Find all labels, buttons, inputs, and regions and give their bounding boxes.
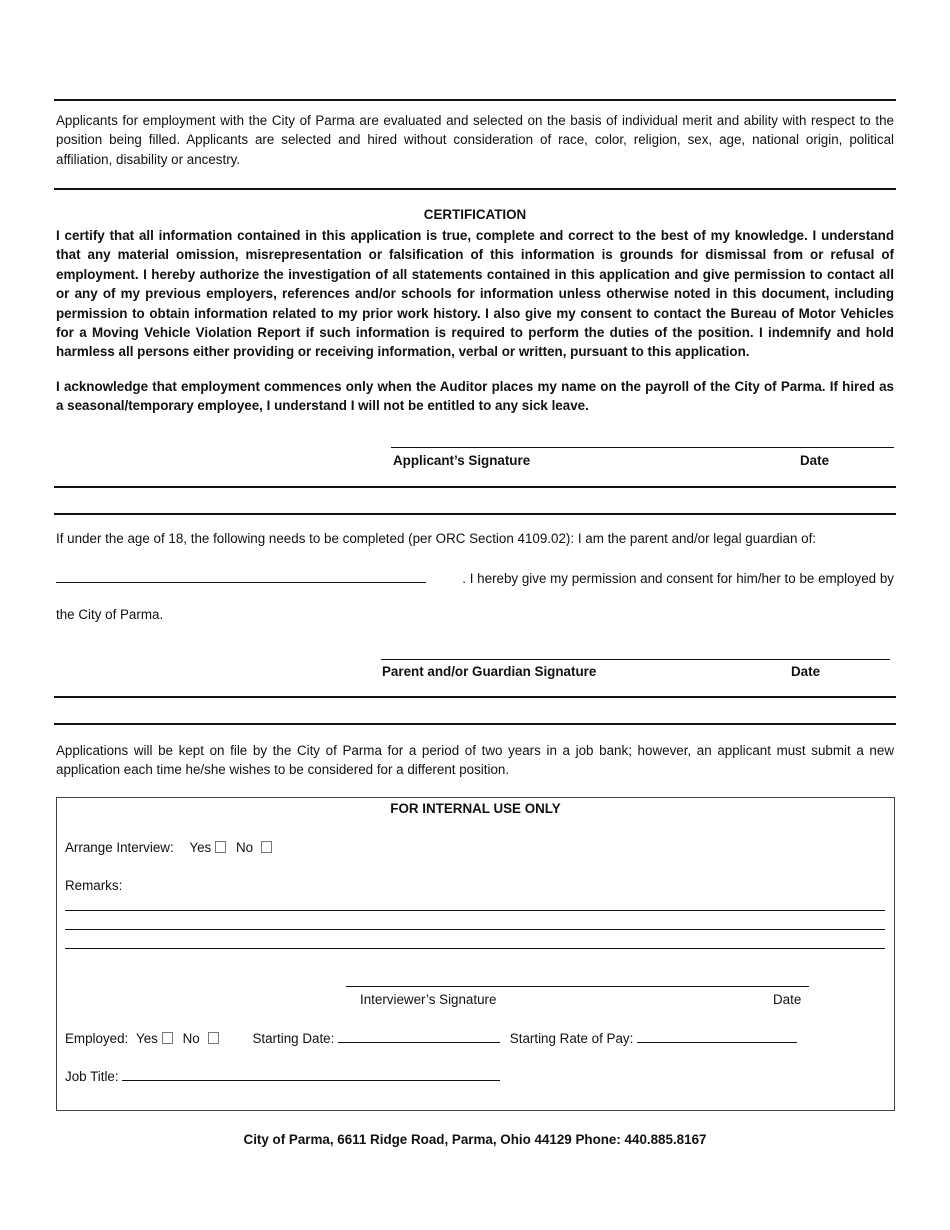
remarks-label: Remarks:: [65, 878, 123, 893]
employed-yes-checkbox[interactable]: [162, 1032, 173, 1044]
yes-label: Yes: [136, 1031, 158, 1046]
retention-notice: Applications will be kept on file by the City of Parma for a period of two years in a job bank; however, an applicant must submit a new application each time he/she wishes to be considered for a different position.: [56, 743, 894, 778]
certification-title: CERTIFICATION: [423, 207, 527, 222]
starting-date-label: Starting Date:: [252, 1031, 335, 1046]
arrange-interview-label: Arrange Interview:: [65, 840, 174, 855]
minor-name-field[interactable]: [56, 569, 426, 583]
guardian-signature-label: Parent and/or Guardian Signature: [382, 664, 597, 679]
divider: [54, 696, 896, 698]
interview-yes-checkbox[interactable]: [215, 841, 226, 853]
interviewer-date-label: Date: [773, 992, 802, 1007]
interviewer-signature-line[interactable]: [346, 986, 809, 987]
no-label: No: [182, 1031, 200, 1046]
yes-label: Yes: [189, 840, 212, 855]
starting-date-field[interactable]: [338, 1029, 500, 1043]
eeo-statement: Applicants for employment with the City of Parma are evaluated and selected on the basis of individual merit and ability with respect to the position being filled. Applicants are selected and hired without consideration of race, color, religion, sex, age, national origin, political affiliation, disability or ancestry.: [56, 113, 894, 167]
divider: [54, 188, 896, 190]
guardian-signature-line[interactable]: [381, 659, 890, 660]
starting-rate-field[interactable]: [637, 1029, 797, 1043]
job-title-field[interactable]: [122, 1067, 500, 1081]
employed-no-checkbox[interactable]: [208, 1032, 219, 1044]
employed-label: Employed:: [65, 1031, 129, 1046]
job-title-row: [65, 1067, 500, 1084]
no-label: No: [236, 840, 254, 855]
applicant-signature-label: Applicant’s Signature: [393, 453, 531, 468]
certification-body: I certify that all information contained in this application is true, complete and correct to the best of my knowledge. I understand that any material omission, misrepresentation or falsification of this information is grounds for dismissal from or refusal of employment. I hereby authorize the investigation of all statements contained in this application and give permission to contact all or any of my previous employers, references and/or schools for information unless otherwise noted in this document, including permission to obtain information related to my prior work history. I also give my consent to contact the Bureau of Motor Vehicles for a Moving Vehicle Violation Report if such information is required to perform the duties of the position. I indemnify and hold harmless all persons either providing or receiving information, verbal or written, pursuant to this application.: [56, 228, 894, 360]
applicant-date-label: Date: [800, 453, 830, 468]
minor-intro: If under the age of 18, the following needs to be completed (per ORC Section 4109.02): I am the parent and/or legal guardian of:: [56, 531, 817, 546]
guardian-date-label: Date: [791, 664, 821, 679]
applicant-signature-line[interactable]: [391, 447, 894, 448]
interviewer-signature-label: Interviewer’s Signature: [360, 992, 497, 1007]
starting-rate-label: Starting Rate of Pay:: [509, 1031, 634, 1046]
divider: [54, 486, 896, 488]
arrange-interview-row: [65, 840, 278, 855]
acknowledgement: I acknowledge that employment commences only when the Auditor places my name on the payroll of the City of Parma. If hired as a seasonal/temporary employee, I understand I will not be entitled to any sick leave.: [56, 379, 894, 414]
interview-no-checkbox[interactable]: [261, 841, 272, 853]
employment-row: [65, 1029, 797, 1046]
minor-consent-end: the City of Parma.: [56, 607, 164, 622]
remarks-line[interactable]: [65, 929, 885, 930]
remarks-line[interactable]: [65, 910, 885, 911]
minor-consent-row: [56, 569, 894, 586]
minor-consent-text: . I hereby give my permission and consent for him/her to be employed by: [462, 571, 894, 586]
divider: [54, 723, 896, 725]
divider: [54, 99, 896, 101]
footer-address: City of Parma, 6611 Ridge Road, Parma, Ohio 44129 Phone: 440.885.8167: [243, 1132, 707, 1147]
divider: [54, 513, 896, 515]
internal-title: FOR INTERNAL USE ONLY: [390, 801, 561, 816]
internal-use-box: [56, 797, 895, 1111]
job-title-label: Job Title:: [65, 1069, 119, 1084]
remarks-line[interactable]: [65, 948, 885, 949]
